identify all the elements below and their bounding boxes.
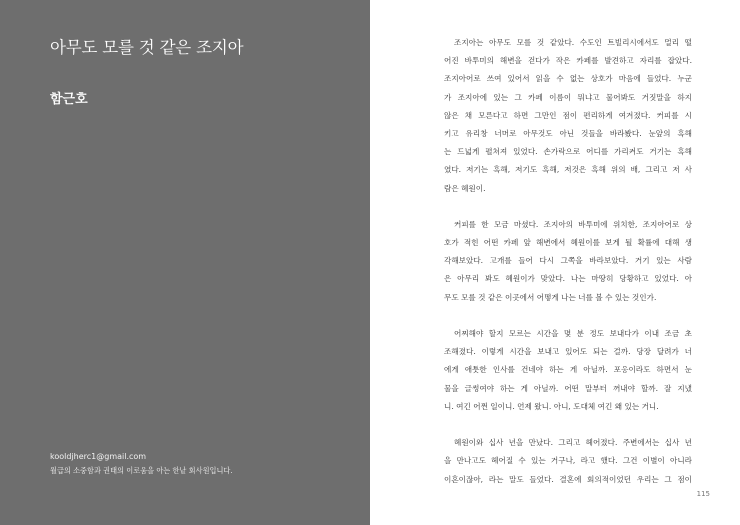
right-page bbox=[370, 0, 740, 525]
body-line: 호가 적힌 어떤 카페 앞 해변에서 혜원이를 보게 될 확률에 대해 생 bbox=[444, 238, 692, 248]
body-line: 무도 모를 것 같은 이곳에서 어떻게 나는 너를 볼 수 있는 것인가. bbox=[444, 292, 657, 302]
page-number: 115 bbox=[696, 490, 710, 498]
body-paragraph bbox=[444, 216, 692, 307]
body-line: 람은 혜원이. bbox=[444, 183, 486, 193]
body-line: 니. 여긴 어쩐 일이니. 언제 왔니. 아니, 도대체 여긴 왜 있는 거니. bbox=[444, 401, 659, 411]
paragraph-spacer bbox=[444, 307, 692, 325]
body-line: 는 드넓게 펼쳐져 있었다. 손가락으로 어디를 가리켜도 거기는 흑해 bbox=[444, 147, 692, 157]
body-paragraph bbox=[444, 325, 692, 416]
body-line: 어진 바투미의 해변을 걷다가 작은 카페를 발견하고 자리를 잡았다. bbox=[444, 56, 692, 66]
author-bio: 월급의 소중함과 권태의 이로움을 아는 한낱 회사원입니다. bbox=[50, 466, 233, 475]
author-email: kooldjherc1@gmail.com bbox=[50, 452, 147, 461]
body-line: 않은 채 모른다고 하면 그만인 점이 편리하게 여겨졌다. 커피를 시 bbox=[444, 110, 692, 120]
body-line: 가 조지아에 있는 그 카페 이름이 뭐냐고 물어봐도 거짓말을 하지 bbox=[444, 92, 692, 102]
body-line: 에게 애틋한 인사를 건네야 하는 게 아닐까. 포옹이라도 하면서 눈 bbox=[444, 365, 692, 375]
body-line: 은 아무리 봐도 혜원이가 맞았다. 나는 마땅히 당황하고 있었다. 아 bbox=[444, 274, 692, 284]
story-title: 아무도 모를 것 같은 조지아 bbox=[50, 38, 244, 57]
body-line: 조지아어로 쓰여 있어서 읽을 수 없는 상호가 마음에 들었다. 누군 bbox=[444, 74, 692, 84]
body-line: 혜원이와 십사 년을 만났다. 그리고 헤어졌다. 주변에서는 십사 년 bbox=[454, 438, 692, 448]
author-name: 함근호 bbox=[50, 92, 88, 107]
body-line: 였다. 저기는 흑해, 저기도 흑해, 저것은 흑해 위의 배, 그리고 저 사 bbox=[444, 165, 692, 175]
body-line: 물을 글썽여야 하는 게 아닐까. 어떤 말부터 꺼내야 할까. 잘 지냈 bbox=[444, 383, 692, 393]
body-line: 조해졌다. 이렇게 시간을 보내고 있어도 되는 걸까. 당장 달려가 너 bbox=[444, 347, 692, 357]
body-paragraph bbox=[444, 434, 692, 489]
paragraph-spacer bbox=[444, 198, 692, 216]
body-line: 이혼이잖아, 라는 말도 들었다. 결혼에 회의적이었던 우리는 그 점이 bbox=[444, 474, 692, 484]
story-body bbox=[444, 34, 692, 489]
body-line: 각해보았다. 고개를 들어 다시 그쪽을 바라보았다. 거기 있는 사람 bbox=[444, 256, 692, 266]
body-line: 어찌해야 할지 모르는 시간을 몇 분 정도 보내다가 이내 조금 초 bbox=[454, 329, 692, 338]
body-line: 조지아는 아무도 모를 것 같았다. 수도인 트빌리시에서도 멀리 떨 bbox=[454, 38, 692, 47]
body-line: 커피를 한 모금 마셨다. 조지아의 바투미에 위치한, 조지아어로 상 bbox=[454, 219, 692, 229]
paragraph-spacer bbox=[444, 416, 692, 434]
body-line: 을 만나고도 헤어질 수 있는 거구나, 라고 했다. 그건 이별이 아니라 bbox=[444, 456, 692, 466]
body-paragraph bbox=[444, 34, 692, 198]
body-line: 키고 유리창 너머로 아무것도 아닌 것들을 바라봤다. 눈앞의 흑해 bbox=[444, 128, 692, 138]
